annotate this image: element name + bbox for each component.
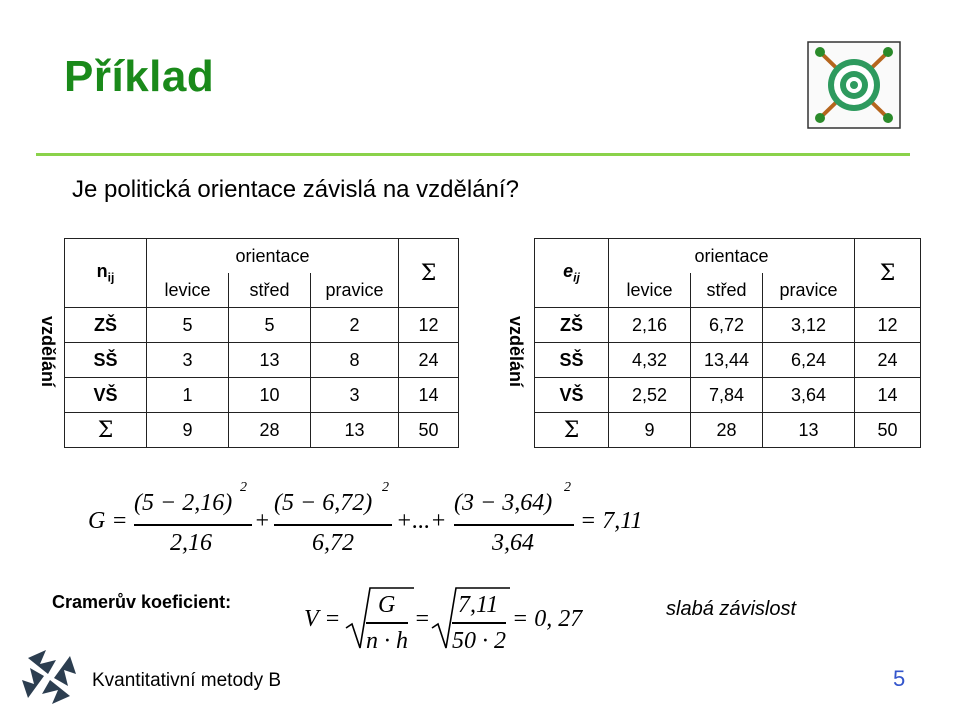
- row-header: VŠ: [65, 378, 147, 413]
- group-header: orientace: [147, 239, 399, 274]
- table-cell: 3,12: [763, 308, 855, 343]
- v-result: = 0, 27: [512, 606, 583, 632]
- g-den-1: 2,16: [170, 530, 212, 556]
- page-number: 5: [893, 666, 906, 691]
- sum-header: Σ: [855, 239, 921, 308]
- corner-cell: $e_{ij}$: [535, 239, 609, 308]
- col-total: 13: [311, 413, 399, 448]
- table-cell: 7,84: [691, 378, 763, 413]
- g-exp-1: 2: [240, 480, 247, 495]
- row-total: 24: [855, 343, 921, 378]
- target-icon: [806, 40, 902, 130]
- g-plus-dots: +...+: [396, 508, 447, 534]
- g-exp-2: 2: [382, 480, 389, 495]
- expected-table: [534, 238, 921, 448]
- table-cell: 2,52: [609, 378, 691, 413]
- title-underline: [36, 153, 910, 156]
- v-lhs: V =: [304, 606, 341, 632]
- dependency-note: slabá závislost: [666, 598, 797, 620]
- table-cell: 6,24: [763, 343, 855, 378]
- col-header: pravice: [311, 273, 399, 308]
- g-result: = 7,11: [580, 508, 643, 534]
- row-header: SŠ: [65, 343, 147, 378]
- v-den-1: n · h: [366, 628, 408, 654]
- table-row: [535, 239, 921, 274]
- row-header: ZŠ: [65, 308, 147, 343]
- g-fraction-bar-2: [274, 524, 392, 526]
- table-cell: 5: [147, 308, 229, 343]
- col-header: levice: [609, 273, 691, 308]
- g-exp-3: 2: [564, 480, 571, 495]
- table-cell: 3: [311, 378, 399, 413]
- col-total: 9: [147, 413, 229, 448]
- table-row: [535, 378, 921, 413]
- observed-table: [64, 238, 459, 448]
- group-header: orientace: [609, 239, 855, 274]
- row-total: 14: [399, 378, 459, 413]
- grand-total: 50: [399, 413, 459, 448]
- slide-title: Příklad: [64, 52, 215, 101]
- g-num-2: (5 − 6,72): [274, 490, 373, 516]
- g-plus-1: +: [254, 508, 271, 534]
- table-cell: 1: [147, 378, 229, 413]
- g-fraction-bar-1: [134, 524, 252, 526]
- table-row: [535, 413, 921, 448]
- row-header: SŠ: [535, 343, 609, 378]
- table-cell: 5: [229, 308, 311, 343]
- table-cell: 10: [229, 378, 311, 413]
- row-total: 12: [399, 308, 459, 343]
- v-den-2: 50 · 2: [452, 628, 506, 654]
- grand-total: 50: [855, 413, 921, 448]
- row-header: ZŠ: [535, 308, 609, 343]
- col-total: 28: [229, 413, 311, 448]
- table-row: [65, 378, 459, 413]
- col-header: pravice: [763, 273, 855, 308]
- table-row: [65, 239, 459, 274]
- table-cell: 13,44: [691, 343, 763, 378]
- table-row: [535, 343, 921, 378]
- table-cell: 13: [229, 343, 311, 378]
- side-label-observed: vzdělání: [38, 316, 58, 388]
- table-row: [65, 413, 459, 448]
- table-cell: 2: [311, 308, 399, 343]
- cramer-label: Cramerův koeficient:: [52, 592, 232, 612]
- table-row: [65, 308, 459, 343]
- col-total: 13: [763, 413, 855, 448]
- v-num-2: 7,11: [458, 592, 499, 618]
- col-header: levice: [147, 273, 229, 308]
- table-cell: 3: [147, 343, 229, 378]
- row-total: 24: [399, 343, 459, 378]
- table-row: [65, 343, 459, 378]
- row-total: 12: [855, 308, 921, 343]
- col-total: 9: [609, 413, 691, 448]
- table-cell: 6,72: [691, 308, 763, 343]
- g-num-3: (3 − 3,64): [454, 490, 553, 516]
- g-fraction-bar-3: [454, 524, 574, 526]
- table-cell: 8: [311, 343, 399, 378]
- col-header: střed: [691, 273, 763, 308]
- table-cell: 2,16: [609, 308, 691, 343]
- col-total: 28: [691, 413, 763, 448]
- v-fraction-bar-2: [452, 622, 506, 624]
- row-header: VŠ: [535, 378, 609, 413]
- corner-cell: $n_{ij}$: [65, 239, 147, 308]
- v-num-1: G: [378, 592, 396, 618]
- university-logo-icon: [18, 646, 80, 708]
- g-den-3: 3,64: [492, 530, 534, 556]
- side-label-expected: vzdělání: [506, 316, 526, 388]
- v-eq: =: [414, 606, 431, 632]
- sum-header: Σ: [399, 239, 459, 308]
- row-total: 14: [855, 378, 921, 413]
- table-cell: 4,32: [609, 343, 691, 378]
- sum-row-header: Σ: [65, 413, 147, 448]
- col-header: střed: [229, 273, 311, 308]
- question-text: Je politická orientace závislá na vzdělání?: [72, 176, 519, 203]
- g-den-2: 6,72: [312, 530, 354, 556]
- sum-row-header: Σ: [535, 413, 609, 448]
- table-cell: 3,64: [763, 378, 855, 413]
- v-fraction-bar-1: [366, 622, 408, 624]
- table-row: [535, 308, 921, 343]
- g-lhs: G =: [88, 508, 128, 534]
- footer-course: Kvantitativní metody B: [92, 670, 282, 691]
- g-num-1: (5 − 2,16): [134, 490, 233, 516]
